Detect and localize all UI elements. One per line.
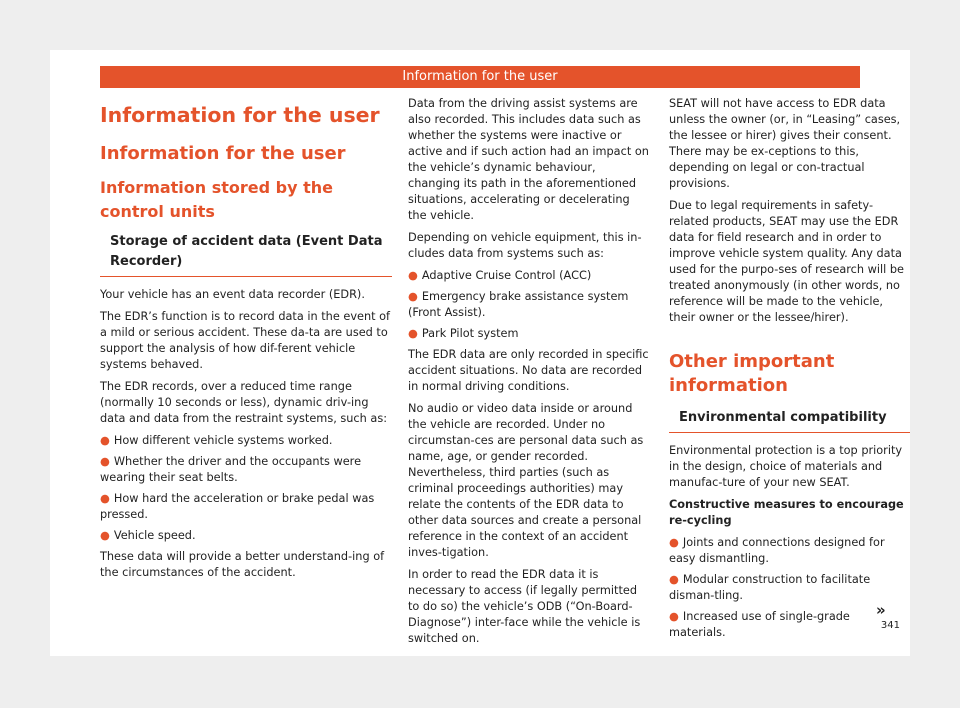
bullet-icon: ● <box>408 269 418 282</box>
paragraph: SEAT will not have access to EDR data unless the owner (or, in “Leasing” cases, the lessee or hirer) gives their consent. There may be ex-ceptions to this, depending on legal or con-tractual provisions. <box>669 97 901 190</box>
bullet-icon: ● <box>669 536 679 549</box>
paragraph: The EDR data are only recorded in specific accident situations. No data are recorded in normal driving conditions. <box>408 348 649 393</box>
section-title: Other important information <box>669 351 835 396</box>
bullet-item: ● Vehicle speed. <box>100 529 196 542</box>
page <box>50 50 910 656</box>
subsection-title: Information stored by the control units <box>100 178 334 221</box>
topic-heading: Storage of accident data (Event Data Recorder) <box>100 232 392 277</box>
bullet-icon: ● <box>100 455 110 468</box>
header-bar: Information for the user <box>100 66 860 88</box>
chapter-title: Information for the user <box>100 103 380 127</box>
topic-heading: Environmental compatibility <box>669 408 910 433</box>
bullet-item: ● Joints and connections designed for easy dismantling. <box>669 536 885 565</box>
paragraph: Data from the driving assist systems are also recorded. This includes data such as whether the systems were inactive or active and if such action had an impact on the vehicle’s dynamic behaviour, changing its path in the aforementioned situations, accelerating or decelerating the vehicle. <box>408 97 649 222</box>
bullet-icon: ● <box>100 434 110 447</box>
bullet-item: ● Park Pilot system <box>408 327 519 340</box>
column-1 <box>100 102 392 587</box>
bullet-item: ● Increased use of single-grade materials. <box>669 610 850 639</box>
bullet-icon: ● <box>100 529 110 542</box>
bullet-item: ● Modular construction to facilitate disman-tling. <box>669 573 871 602</box>
page-number: 341 <box>880 620 900 631</box>
bold-heading: Constructive measures to encourage re-cycling <box>669 498 904 527</box>
bullet-icon: ● <box>408 290 418 303</box>
column-3 <box>669 96 910 646</box>
bullet-item: ● Adaptive Cruise Control (ACC) <box>408 269 592 282</box>
section-title: Information for the user <box>100 143 346 164</box>
paragraph: No audio or video data inside or around the vehicle are recorded. Under no circumstan-ces are personal data such as name, age, or gender recorded. Nevertheless, third parties (such as criminal proceedings authorities) may relate the contents of the EDR data to other data sources and create a personal reference in the context of an accident inves-tigation. <box>408 402 644 559</box>
paragraph: Depending on vehicle equipment, this in-cludes data from systems such as: <box>408 231 642 260</box>
paragraph: Your vehicle has an event data recorder (EDR). <box>100 288 365 301</box>
paragraph: These data will provide a better understand-ing of the circumstances of the accident. <box>100 550 385 579</box>
bullet-item: ● How hard the acceleration or brake pedal was pressed. <box>100 492 375 521</box>
bullet-icon: ● <box>669 573 679 586</box>
paragraph: Environmental protection is a top priority in the design, choice of materials and manufac-ture of your new SEAT. <box>669 444 903 489</box>
column-2 <box>408 96 650 653</box>
bullet-item: ● How different vehicle systems worked. <box>100 434 333 447</box>
bullet-icon: ● <box>100 492 110 505</box>
bullet-item: ● Emergency brake assistance system (Front Assist). <box>408 290 629 319</box>
continue-icon: » <box>876 601 886 619</box>
paragraph: Due to legal requirements in safety-related products, SEAT may use the EDR data for field research and in order to improve vehicle system quality. Any data used for the purpo-ses of research will be treated anonymously (in other words, no reference will be made to the vehicle, their owner or the lessee/hirer). <box>669 199 904 324</box>
bullet-icon: ● <box>669 610 679 623</box>
paragraph: The EDR records, over a reduced time range (normally 10 seconds or less), dynamic driv-ing data and data from the restraint systems, such as: <box>100 380 388 425</box>
bullet-icon: ● <box>408 327 418 340</box>
bullet-item: ● Whether the driver and the occupants were wearing their seat belts. <box>100 455 362 484</box>
paragraph: The EDR’s function is to record data in the event of a mild or serious accident. These da-ta are used to support the analysis of how dif-ferent vehicle systems behaved. <box>100 310 391 371</box>
paragraph: In order to read the EDR data it is necessary to access (if legally permitted to do so) the vehicle’s ODB (“On-Board-Diagnose”) inter-face while the vehicle is switched on. <box>408 568 641 645</box>
